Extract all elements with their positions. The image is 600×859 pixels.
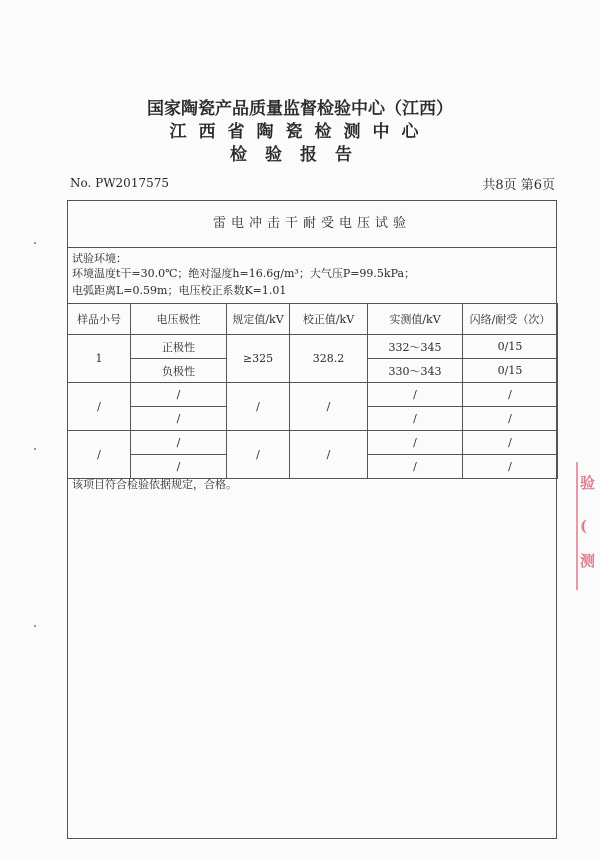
seam-seal-stamp: 验 ( 测 <box>576 462 598 590</box>
cell-specified: ≥325 <box>227 335 290 383</box>
cell-measured: / <box>368 383 463 407</box>
scan-speck <box>34 448 36 450</box>
cell-measured: / <box>368 455 463 479</box>
page-info: 共8页 第6页 <box>482 178 555 193</box>
report-number: No. PW2017575 <box>70 176 169 190</box>
cell-sample: / <box>68 383 131 431</box>
environment-conditions: 环境温度t干=30.0℃；绝对湿度h=16.6g/m³；大气压P=99.5kPa； <box>72 267 416 280</box>
cell-measured: 330～343 <box>368 359 463 383</box>
cell-result: / <box>463 407 558 431</box>
table-row <box>68 431 558 455</box>
cell-polarity: / <box>131 431 227 455</box>
test-name: 雷电冲击干耐受电压试验 <box>67 200 557 248</box>
cell-measured: / <box>368 431 463 455</box>
cell-result: / <box>463 383 558 407</box>
cell-corrected: / <box>290 383 368 431</box>
environment-arc-correction: 电弧距离L=0.59m；电压校正系数K=1.01 <box>72 284 287 297</box>
cell-polarity: 正极性 <box>131 335 227 359</box>
cell-sample: / <box>68 431 131 479</box>
cell-result: 0/15 <box>463 335 558 359</box>
header-sample-no: 样品小号 <box>68 304 131 335</box>
header-measured: 实测值/kV <box>368 304 463 335</box>
header-flashover-withstand: 闪络/耐受（次） <box>463 304 558 335</box>
cell-polarity: / <box>131 383 227 407</box>
scan-speck <box>34 625 36 627</box>
table-row <box>68 335 558 359</box>
environment-label: 试验环境： <box>72 252 127 265</box>
org-name-national: 国家陶瓷产品质量监督检验中心（江西） <box>147 99 453 119</box>
org-name-provincial: 江西省陶瓷检测中心 <box>169 122 431 142</box>
cell-result: 0/15 <box>463 359 558 383</box>
cell-result: / <box>463 455 558 479</box>
cell-measured: / <box>368 407 463 431</box>
table-header-row <box>68 304 558 335</box>
scan-speck <box>34 242 36 244</box>
cell-result: / <box>463 431 558 455</box>
cell-corrected: 328.2 <box>290 335 368 383</box>
cell-polarity: 负极性 <box>131 359 227 383</box>
cell-specified: / <box>227 431 290 479</box>
header-polarity: 电压极性 <box>131 304 227 335</box>
cell-sample: 1 <box>68 335 131 383</box>
report-title: 检验报告 <box>230 145 370 165</box>
table-row <box>68 383 558 407</box>
header-corrected: 校正值/kV <box>290 304 368 335</box>
header-specified: 规定值/kV <box>227 304 290 335</box>
cell-corrected: / <box>290 431 368 479</box>
results-table <box>67 303 558 479</box>
cell-polarity: / <box>131 455 227 479</box>
cell-polarity: / <box>131 407 227 431</box>
cell-measured: 332～345 <box>368 335 463 359</box>
cell-specified: / <box>227 383 290 431</box>
conclusion-text: 该项目符合检验依据规定，合格。 <box>72 478 237 491</box>
